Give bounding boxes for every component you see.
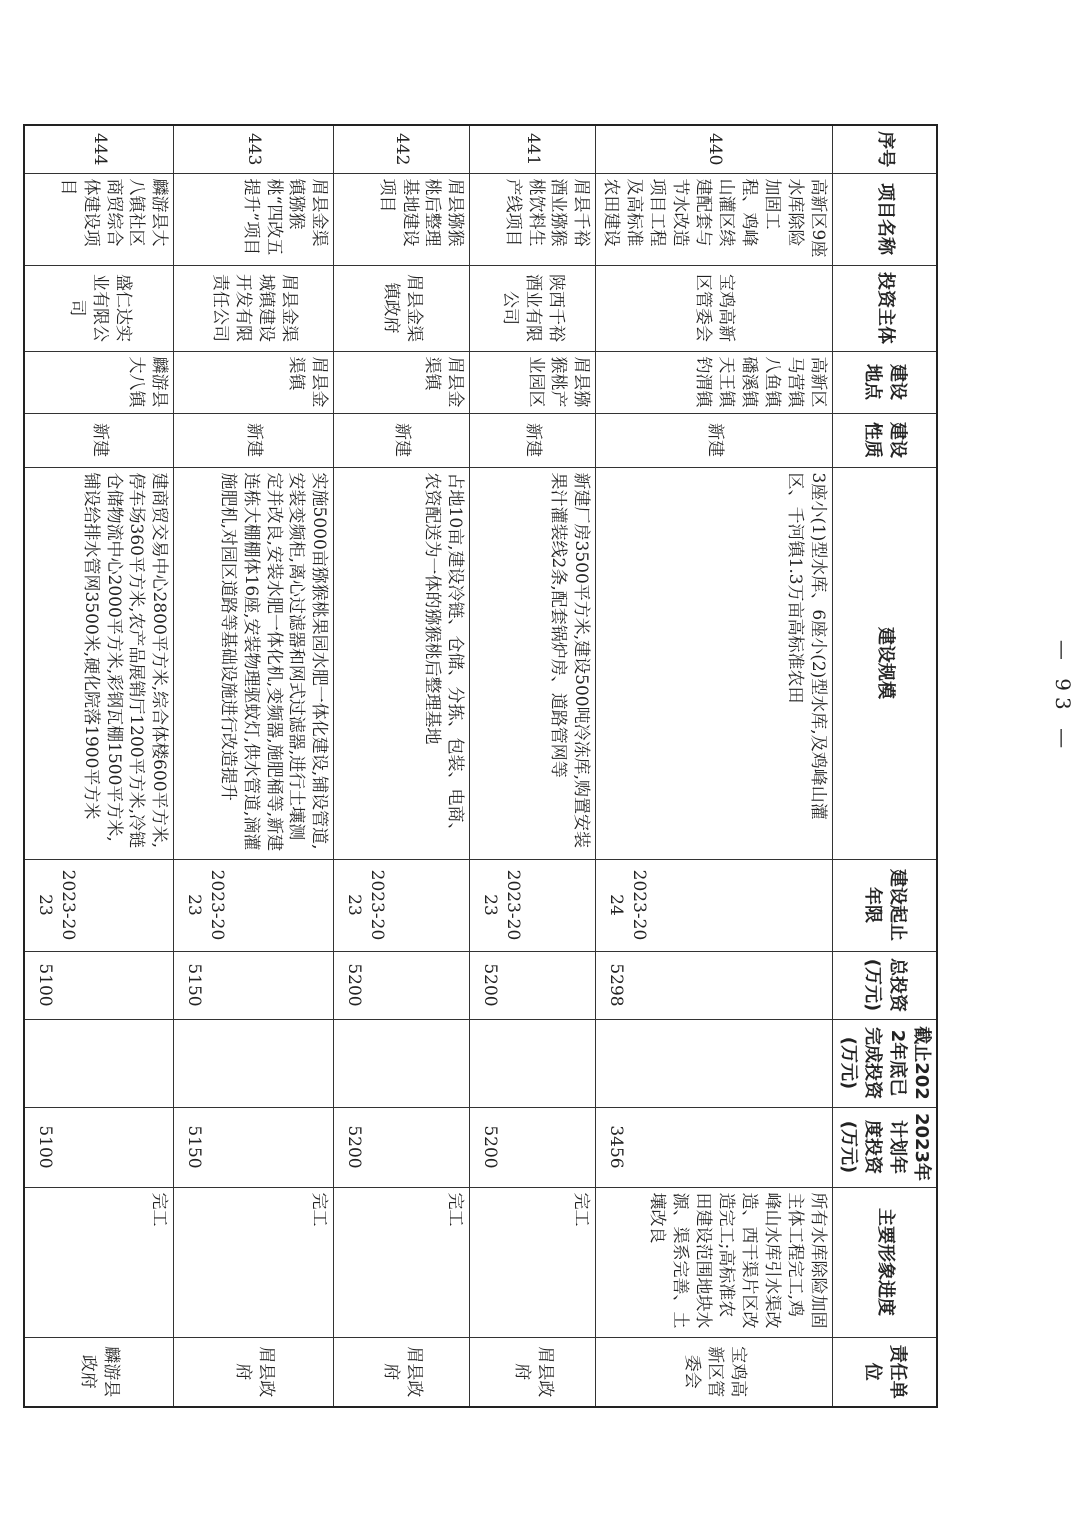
cell-responsible: 麟游县政府 — [24, 1337, 174, 1407]
cell-investor: 盛仁达实业有限公司 — [24, 265, 174, 351]
cell-total: 5150 — [174, 951, 334, 1019]
header-nature: 建设性质 — [832, 413, 937, 467]
cell-investor: 陕西千裕酒业有限公司 — [470, 265, 596, 351]
table-row — [470, 125, 596, 1407]
cell-plan2023: 3456 — [596, 1107, 832, 1187]
cell-plan2023: 5100 — [24, 1107, 174, 1187]
cell-progress: 所有水库除险加固主体工程完工,鸡峰山水库引水渠改造、西干渠片区改造完工;高标准农田建设范围地块水源、渠系完善、土壤改良 — [596, 1187, 832, 1337]
cell-period: 2023-2023 — [174, 859, 334, 951]
cell-plan2023: 5200 — [470, 1107, 596, 1187]
cell-seq: 442 — [334, 125, 470, 173]
cell-completed — [334, 1019, 470, 1107]
cell-name: 眉县金渠镇猕猴桃“四改五提升”项目 — [174, 173, 334, 265]
cell-total: 5298 — [596, 951, 832, 1019]
table-row — [174, 125, 334, 1407]
table-header-row — [832, 125, 937, 1407]
cell-nature: 新建 — [334, 413, 470, 467]
cell-responsible: 宝鸡高新区管委会 — [596, 1337, 832, 1407]
cell-period: 2023-2023 — [24, 859, 174, 951]
cell-total: 5200 — [334, 951, 470, 1019]
cell-period: 2023-2024 — [596, 859, 832, 951]
cell-responsible: 眉县政府 — [470, 1337, 596, 1407]
cell-scale: 占地10亩,建设冷链、仓储、分拣、包装、电商、农资配送为一体的猕猴桃后整理基地 — [334, 467, 470, 859]
header-seq: 序号 — [832, 125, 937, 173]
rotated-table-wrapper — [34, 124, 938, 1406]
cell-name: 高新区9座水库除险加固工程、鸡峰山灌区续建配套与节水改造项目工程及高标准农田建设 — [596, 173, 832, 265]
cell-investor: 宝鸡高新区管委会 — [596, 265, 832, 351]
cell-scale: 3座小(1)型水库、6座小(2)型水库,及鸡峰山灌区、千河镇1.3万亩高标准农田 — [596, 467, 832, 859]
header-period: 建设起止年限 — [832, 859, 937, 951]
cell-progress: 完工 — [470, 1187, 596, 1337]
cell-responsible: 眉县政府 — [334, 1337, 470, 1407]
cell-completed — [596, 1019, 832, 1107]
cell-location: 眉县金渠镇 — [334, 351, 470, 413]
cell-completed — [174, 1019, 334, 1107]
cell-name: 眉县猕猴桃后整理基地建设项目 — [334, 173, 470, 265]
header-location: 建设地点 — [832, 351, 937, 413]
project-table — [23, 124, 938, 1408]
header-responsible: 责任单位 — [832, 1337, 937, 1407]
cell-name: 麟游县大八镇社区商贸综合体建设项目 — [24, 173, 174, 265]
cell-nature: 新建 — [596, 413, 832, 467]
header-total: 总投资(万元) — [832, 951, 937, 1019]
cell-completed — [470, 1019, 596, 1107]
cell-scale: 建商贸交易中心2800平方米,综合体楼600平方米,停车场360平方米,农产品展销厅1200平方米,冷链仓储物流中心2000平方米,彩钢瓦棚1500平方米,铺设给排水管网3500米,硬化院落1900平方米 — [24, 467, 174, 859]
cell-scale: 实施5000亩猕猴桃果园水肥一体化建设,铺设管道,安装变频柜,离心过滤器和网式过滤器,进行土壤测定并改良,安装水肥一体化机,变频器,施肥桶等,新建连栋大棚棚体16座,安装物理驱蚊灯,供水管道,滴灌施肥机,对园区道路等基础设施进行改造提升 — [174, 467, 334, 859]
header-name: 项目名称 — [832, 173, 937, 265]
cell-progress: 完工 — [334, 1187, 470, 1337]
cell-location: 眉县金渠镇 — [174, 351, 334, 413]
table-row — [596, 125, 832, 1407]
header-investor: 投资主体 — [832, 265, 937, 351]
header-plan2023: 2023年计划年度投资(万元) — [832, 1107, 937, 1187]
cell-nature: 新建 — [24, 413, 174, 467]
cell-responsible: 眉县政府 — [174, 1337, 334, 1407]
cell-seq: 443 — [174, 125, 334, 173]
header-scale: 建设规模 — [832, 467, 937, 859]
cell-scale: 新建厂房3500平方米,建设500吨冷冻库,购置安装果汁灌装线2条,配套锅炉房、道路管网等 — [470, 467, 596, 859]
cell-name: 眉县千裕酒业猕猴桃饮料生产线项目 — [470, 173, 596, 265]
cell-location: 高新区马营镇八鱼镇磻溪镇天王镇钓渭镇 — [596, 351, 832, 413]
header-completed: 截止2022年底已完成投资(万元) — [832, 1019, 937, 1107]
cell-total: 5200 — [470, 951, 596, 1019]
page-number: — 93 — — [1051, 639, 1075, 755]
cell-investor: 眉县金渠城镇建设开发有限责任公司 — [174, 265, 334, 351]
cell-investor: 眉县金渠镇政府 — [334, 265, 470, 351]
cell-seq: 441 — [470, 125, 596, 173]
cell-period: 2023-2023 — [334, 859, 470, 951]
cell-completed — [24, 1019, 174, 1107]
cell-period: 2023-2023 — [470, 859, 596, 951]
cell-location: 眉县猕猴桃产业园区 — [470, 351, 596, 413]
cell-location: 麟游县大八镇 — [24, 351, 174, 413]
header-progress: 主要形象进度 — [832, 1187, 937, 1337]
cell-nature: 新建 — [174, 413, 334, 467]
table-row — [24, 125, 174, 1407]
cell-plan2023: 5200 — [334, 1107, 470, 1187]
table-row — [334, 125, 470, 1407]
cell-seq: 440 — [596, 125, 832, 173]
cell-total: 5100 — [24, 951, 174, 1019]
cell-progress: 完工 — [24, 1187, 174, 1337]
cell-nature: 新建 — [470, 413, 596, 467]
cell-plan2023: 5150 — [174, 1107, 334, 1187]
cell-progress: 完工 — [174, 1187, 334, 1337]
cell-seq: 444 — [24, 125, 174, 173]
